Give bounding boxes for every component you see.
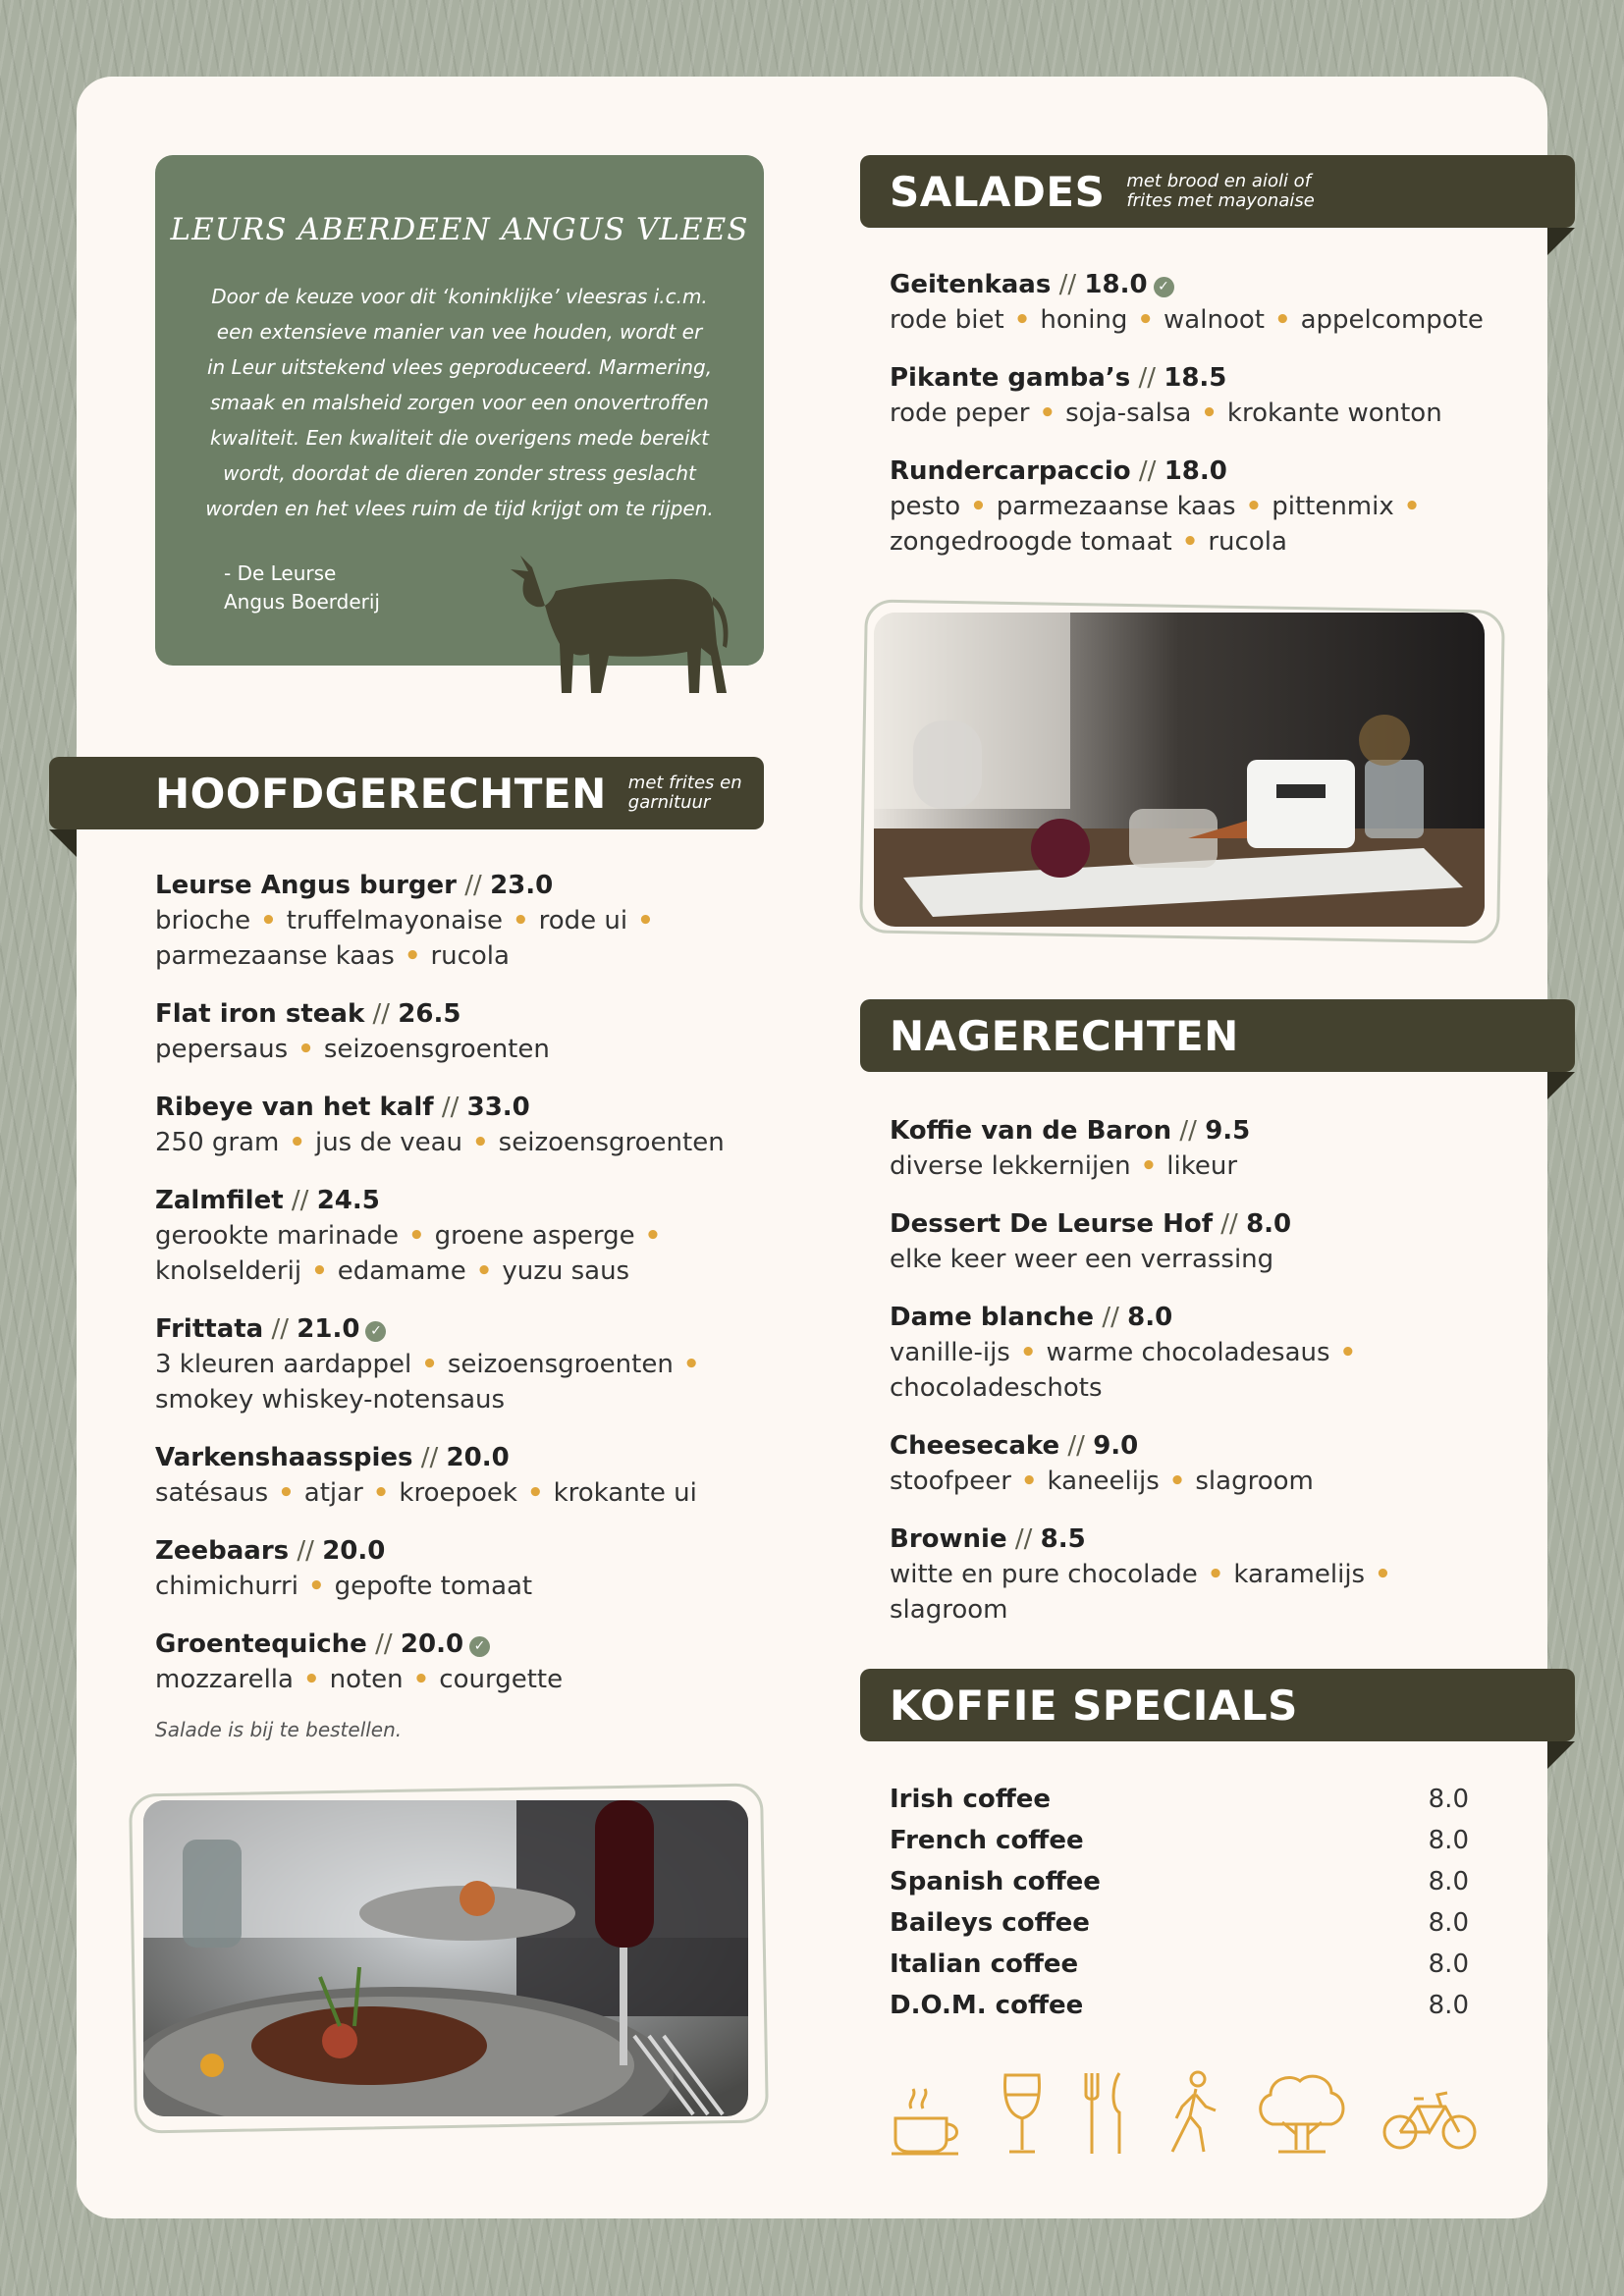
ingredient-dot: • <box>512 906 529 935</box>
cow-icon <box>491 546 736 703</box>
vegetarian-leaf-icon: ✓ <box>365 1321 386 1342</box>
dish-name: Frittata <box>155 1314 264 1344</box>
ingredient: smokey whiskey-notensaus <box>155 1385 506 1415</box>
ingredient: seizoensgroenten <box>498 1128 725 1157</box>
bicycle-icon <box>1380 2069 1479 2158</box>
dish-price: 20.0 <box>446 1443 510 1472</box>
ingredient-dot: • <box>1273 305 1291 335</box>
dish-price: 24.5 <box>316 1186 380 1215</box>
quote-line: een extensieve manier van vee houden, wordt er <box>216 320 703 344</box>
ingredient: rode ui <box>538 906 628 935</box>
salades-list <box>890 267 1498 582</box>
dish-price: 33.0 <box>466 1093 530 1122</box>
dish-description <box>890 1464 1498 1499</box>
menu-item <box>890 1113 1498 1184</box>
dish-name: Cheesecake <box>890 1431 1060 1461</box>
ingredient-dot: • <box>278 1478 295 1508</box>
dish-price: 9.0 <box>1093 1431 1139 1461</box>
dish-price: 18.0 <box>1164 456 1227 486</box>
section-title: SALADES <box>890 167 1106 216</box>
quote-title: LEURS ABERDEEN ANGUS VLEES <box>170 212 749 247</box>
dish-description <box>890 396 1498 431</box>
ingredient-dot: • <box>472 1128 489 1157</box>
section-title: HOOFDGERECHTEN <box>155 769 607 818</box>
ingredient: noten <box>329 1665 404 1694</box>
dish-description <box>155 1254 784 1289</box>
coffee-price: 8.0 <box>1428 1949 1469 1979</box>
ingredient-dot: • <box>1168 1467 1186 1496</box>
ingredient: courgette <box>439 1665 564 1694</box>
ingredient: seizoensgroenten <box>447 1350 674 1379</box>
menu-item-heading <box>155 1183 784 1218</box>
coffee-row <box>890 1985 1469 2026</box>
ingredient: pittenmix <box>1272 492 1394 521</box>
dish-price: 9.5 <box>1205 1116 1251 1146</box>
dish-name: Leurse Angus burger <box>155 871 457 900</box>
subtitle-line: frites met mayonaise <box>1126 190 1315 211</box>
ingredient-dot: • <box>1020 1467 1038 1496</box>
dish-name: Zeebaars <box>155 1536 290 1566</box>
header-fold <box>1547 228 1575 255</box>
price-separator: // <box>271 1314 290 1344</box>
coffee-row <box>890 1861 1469 1902</box>
dish-price: 23.0 <box>490 871 554 900</box>
dish-description <box>890 1242 1498 1277</box>
dish-price: 8.5 <box>1040 1524 1086 1554</box>
menu-item <box>155 996 784 1067</box>
ingredient: chimichurri <box>155 1572 298 1601</box>
dish-price: 8.0 <box>1246 1209 1292 1239</box>
quote-line: Door de keuze voor dit ‘koninklijke’ vleesras i.c.m. <box>211 285 708 308</box>
menu-item-heading <box>890 1206 1498 1242</box>
price-separator: // <box>372 999 391 1029</box>
dish-description <box>890 1592 1498 1628</box>
dish-price: 18.0 <box>1084 270 1148 299</box>
ingredient-dot: • <box>970 492 987 521</box>
koffie-list <box>890 1779 1469 2026</box>
ingredient: rode peper <box>890 399 1030 428</box>
price-separator: // <box>464 871 482 900</box>
dish-name: Ribeye van het kalf <box>155 1093 434 1122</box>
ingredient: edamame <box>337 1256 466 1286</box>
ingredient-dot: • <box>1181 527 1199 557</box>
menu-item <box>890 454 1498 560</box>
price-separator: // <box>375 1629 393 1659</box>
menu-item <box>890 267 1498 338</box>
ingredient-dot: • <box>1013 305 1031 335</box>
dish-description <box>155 1475 784 1511</box>
price-separator: // <box>291 1186 309 1215</box>
ingredient: gepofte tomaat <box>334 1572 533 1601</box>
menu-item <box>155 1440 784 1511</box>
ingredient-dot: • <box>1201 399 1218 428</box>
vegetarian-leaf-icon: ✓ <box>469 1636 490 1657</box>
ingredient: mozzarella <box>155 1665 294 1694</box>
coffee-price: 8.0 <box>1428 1908 1469 1938</box>
ingredient: diverse lekkernijen <box>890 1151 1131 1181</box>
ingredient: stoofpeer <box>890 1467 1011 1496</box>
ingredient: rucola <box>430 941 510 971</box>
dish-description <box>890 1557 1498 1592</box>
ingredient: rode biet <box>890 305 1004 335</box>
tree-icon <box>1253 2069 1351 2158</box>
ingredient: 3 kleuren aardappel <box>155 1350 412 1379</box>
ingredient: zongedroogde tomaat <box>890 527 1172 557</box>
ingredient-dot: • <box>475 1256 493 1286</box>
ingredient-dot: • <box>372 1478 390 1508</box>
ingredient: walnoot <box>1164 305 1265 335</box>
menu-item <box>155 868 784 974</box>
menu-item <box>890 1300 1498 1406</box>
ingredient: jus de veau <box>314 1128 463 1157</box>
dish-name: Koffie van de Baron <box>890 1116 1172 1146</box>
dish-description <box>890 524 1498 560</box>
ingredient: pepersaus <box>155 1035 289 1064</box>
price-separator: // <box>1220 1209 1238 1239</box>
dish-price: 20.0 <box>322 1536 386 1566</box>
dish-description <box>155 1569 784 1604</box>
ingredient-dot: • <box>421 1350 438 1379</box>
ingredient-dot: • <box>260 906 277 935</box>
dish-description <box>890 1370 1498 1406</box>
coffee-name: D.O.M. coffee <box>890 1991 1084 2020</box>
menu-item <box>890 1206 1498 1277</box>
ingredient: kroepoek <box>399 1478 517 1508</box>
coffee-name: Baileys coffee <box>890 1908 1090 1938</box>
ingredient: knolselderij <box>155 1256 302 1286</box>
ingredient-dot: • <box>1137 305 1155 335</box>
ingredient-dot: • <box>637 906 654 935</box>
quote-text <box>198 279 721 526</box>
dish-photo <box>874 613 1485 927</box>
nagerechten-header <box>860 999 1575 1072</box>
dish-price: 21.0 <box>297 1314 360 1344</box>
price-separator: // <box>441 1093 460 1122</box>
dish-price: 18.5 <box>1164 363 1227 393</box>
coffee-row <box>890 1902 1469 1944</box>
dish-description <box>155 1382 784 1417</box>
coffee-name: French coffee <box>890 1826 1084 1855</box>
ingredient: honing <box>1040 305 1128 335</box>
dish-photo-image <box>143 1800 748 2116</box>
header-fold <box>1547 1741 1575 1769</box>
dish-name: Zalmfilet <box>155 1186 284 1215</box>
menu-item-heading <box>890 360 1498 396</box>
dish-description <box>890 1335 1498 1370</box>
ingredient: rucola <box>1208 527 1287 557</box>
dish-name: Brownie <box>890 1524 1007 1554</box>
ingredient: kaneelijs <box>1047 1467 1160 1496</box>
coffee-name: Spanish coffee <box>890 1867 1101 1896</box>
ingredient: slagroom <box>1195 1467 1314 1496</box>
subtitle-line: garnituur <box>627 792 711 813</box>
menu-item-heading <box>155 1311 784 1347</box>
ingredient: parmezaanse kaas <box>996 492 1236 521</box>
section-subtitle <box>628 774 742 813</box>
dish-description <box>155 1218 784 1254</box>
dish-name: Dessert De Leurse Hof <box>890 1209 1213 1239</box>
price-separator: // <box>1138 456 1157 486</box>
coffee-name: Italian coffee <box>890 1949 1079 1979</box>
menu-item-heading <box>890 1522 1498 1557</box>
dish-description <box>155 903 784 938</box>
ingredient: truffelmayonaise <box>286 906 503 935</box>
ingredient-dot: • <box>1339 1338 1357 1367</box>
footer-icons <box>890 2069 1479 2167</box>
header-fold <box>1547 1072 1575 1099</box>
quote-signature <box>224 560 380 616</box>
price-separator: // <box>420 1443 439 1472</box>
quote-line: wordt, doordat de dieren zonder stress geslacht <box>223 461 696 485</box>
price-separator: // <box>1138 363 1156 393</box>
menu-item <box>890 1522 1498 1628</box>
koffie-header <box>860 1669 1575 1741</box>
ingredient-dot: • <box>289 1128 305 1157</box>
menu-item-heading <box>890 267 1498 302</box>
vegetarian-leaf-icon: ✓ <box>1154 277 1174 297</box>
menu-item <box>155 1311 784 1417</box>
ingredient: gerookte marinade <box>155 1221 400 1251</box>
menu-item-heading <box>155 1627 784 1662</box>
dish-photo <box>143 1800 748 2116</box>
ingredient: soja-salsa <box>1065 399 1192 428</box>
ingredient: karamelijs <box>1233 1560 1366 1589</box>
dish-price: 26.5 <box>398 999 461 1029</box>
section-title: NAGERECHTEN <box>890 1011 1239 1060</box>
dish-name: Flat iron steak <box>155 999 365 1029</box>
ingredient: brioche <box>155 906 251 935</box>
quote-line: kwaliteit. Een kwaliteit die overigens mede bereikt <box>210 426 709 450</box>
signature-line: Angus Boerderij <box>224 590 380 614</box>
coffee-price: 8.0 <box>1428 1785 1469 1814</box>
ingredient-dot: • <box>307 1572 325 1601</box>
hoofdgerechten-header <box>49 757 764 829</box>
dish-price: 8.0 <box>1127 1303 1173 1332</box>
dish-description <box>155 1032 784 1067</box>
ingredient-dot: • <box>644 1221 662 1251</box>
ingredient: groene asperge <box>434 1221 635 1251</box>
menu-item-heading <box>155 1090 784 1125</box>
dish-description <box>890 489 1498 524</box>
ingredient-dot: • <box>1245 492 1263 521</box>
menu-item-heading <box>890 454 1498 489</box>
menu-item-heading <box>155 1440 784 1475</box>
coffee-cup-icon <box>890 2069 968 2158</box>
dish-description <box>155 1347 784 1382</box>
price-separator: // <box>1102 1303 1119 1332</box>
dish-name: Pikante gamba’s <box>890 363 1131 393</box>
price-separator: // <box>1179 1116 1197 1146</box>
menu-item <box>155 1533 784 1604</box>
cutlery-icon <box>1076 2069 1135 2158</box>
coffee-row <box>890 1944 1469 1985</box>
price-separator: // <box>1067 1431 1085 1461</box>
ingredient: vanille-ijs <box>890 1338 1010 1367</box>
quote-line: smaak en malsheid zorgen voor een onovertroffen <box>210 391 709 414</box>
menu-item <box>155 1090 784 1160</box>
subtitle-line: met frites en <box>627 773 742 793</box>
price-separator: // <box>1014 1524 1033 1554</box>
ingredient: seizoensgroenten <box>323 1035 550 1064</box>
ingredient-dot: • <box>526 1478 544 1508</box>
ingredient-dot: • <box>1207 1560 1224 1589</box>
header-fold <box>49 829 77 857</box>
signature-line: - De Leurse <box>224 561 337 585</box>
ingredient: satésaus <box>155 1478 269 1508</box>
ingredient-dot: • <box>298 1035 314 1064</box>
dish-description <box>155 1662 784 1697</box>
ingredient-dot: • <box>302 1665 320 1694</box>
ingredient: slagroom <box>890 1595 1008 1625</box>
menu-item-heading <box>890 1428 1498 1464</box>
ingredient: appelcompote <box>1300 305 1484 335</box>
nagerechten-list <box>890 1113 1498 1650</box>
dish-description <box>890 1148 1498 1184</box>
coffee-price: 8.0 <box>1428 1991 1469 2020</box>
salades-header <box>860 155 1575 228</box>
dish-name: Groentequiche <box>155 1629 367 1659</box>
ingredient: pesto <box>890 492 961 521</box>
ingredient: warme chocoladesaus <box>1046 1338 1330 1367</box>
coffee-price: 8.0 <box>1428 1867 1469 1896</box>
menu-item <box>155 1627 784 1697</box>
quote-line: worden en het vlees ruim de tijd krijgt om te rijpen. <box>205 497 714 520</box>
ingredient-dot: • <box>1140 1151 1158 1181</box>
menu-item-heading <box>890 1300 1498 1335</box>
menu-item-heading <box>155 996 784 1032</box>
ingredient: krokante wonton <box>1226 399 1442 428</box>
ingredient: chocoladeschots <box>890 1373 1103 1403</box>
ingredient-dot: • <box>412 1665 430 1694</box>
menu-item <box>890 360 1498 431</box>
dish-price: 20.0 <box>400 1629 464 1659</box>
dish-photo-image <box>874 613 1485 927</box>
coffee-row <box>890 1820 1469 1861</box>
ingredient: witte en pure chocolade <box>890 1560 1198 1589</box>
walker-icon <box>1164 2069 1223 2158</box>
menu-item-heading <box>890 1113 1498 1148</box>
ingredient-dot: • <box>682 1350 700 1379</box>
dish-name: Geitenkaas <box>890 270 1052 299</box>
dish-description <box>155 938 784 974</box>
dish-name: Varkenshaasspies <box>155 1443 413 1472</box>
ingredient-dot: • <box>408 1221 425 1251</box>
ingredient: krokante ui <box>553 1478 697 1508</box>
menu-item <box>890 1428 1498 1499</box>
price-separator: // <box>297 1536 314 1566</box>
price-separator: // <box>1058 270 1077 299</box>
ingredient-dot: • <box>1375 1560 1391 1589</box>
subtitle-line: met brood en aioli of <box>1126 171 1312 191</box>
quote-line: in Leur uitstekend vlees geproduceerd. Marmering, <box>206 355 713 379</box>
ingredient-dot: • <box>1403 492 1421 521</box>
menu-item <box>155 1183 784 1289</box>
ingredient-dot: • <box>311 1256 328 1286</box>
ingredient: 250 gram <box>155 1128 280 1157</box>
ingredient: yuzu saus <box>502 1256 630 1286</box>
ingredient: likeur <box>1166 1151 1238 1181</box>
coffee-row <box>890 1779 1469 1820</box>
dish-description <box>890 302 1498 338</box>
ingredient-dot: • <box>1039 399 1056 428</box>
menu-item-heading <box>155 1533 784 1569</box>
ingredient-dot: • <box>1019 1338 1037 1367</box>
coffee-price: 8.0 <box>1428 1826 1469 1855</box>
ingredient: atjar <box>303 1478 363 1508</box>
dish-name: Rundercarpaccio <box>890 456 1131 486</box>
dish-description <box>155 1125 784 1160</box>
dish-name: Dame blanche <box>890 1303 1095 1332</box>
hoofdgerechten-list <box>155 868 784 1720</box>
ingredient: parmezaanse kaas <box>155 941 395 971</box>
section-subtitle <box>1126 172 1314 211</box>
coffee-name: Irish coffee <box>890 1785 1052 1814</box>
ingredient-dot: • <box>404 941 421 971</box>
menu-item-heading <box>155 868 784 903</box>
wine-glass-icon <box>998 2069 1047 2158</box>
salad-note: Salade is bij te bestellen. <box>155 1718 403 1741</box>
section-title: KOFFIE SPECIALS <box>890 1681 1298 1730</box>
ingredient: elke keer weer een verrassing <box>890 1245 1274 1274</box>
